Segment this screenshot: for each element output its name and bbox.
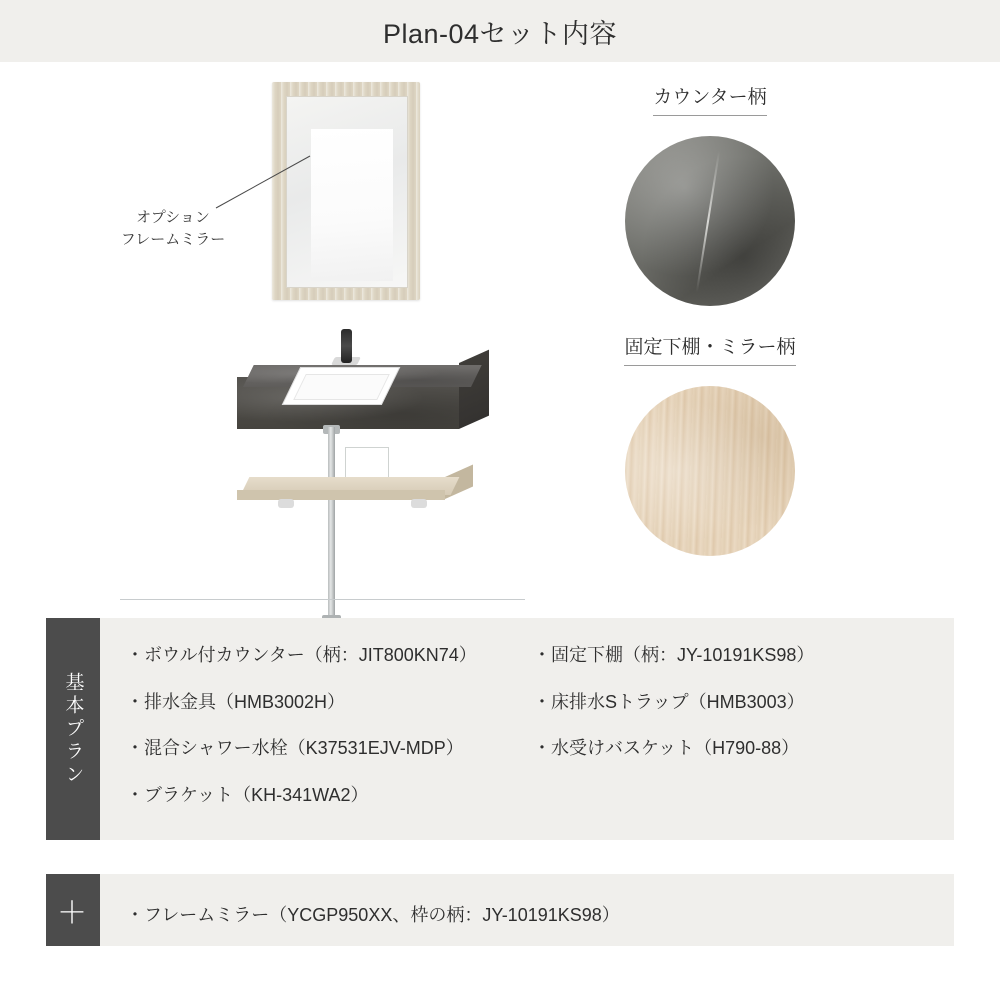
counter-pattern-swatch: [560, 82, 860, 306]
spec-body-option: [100, 874, 954, 946]
mirror-glass: [286, 96, 408, 288]
spec-item: ・床排水Sトラップ（HMB3003）: [533, 691, 805, 712]
drain-trap-pipe: [328, 427, 335, 627]
frame-mirror-illustration: [272, 82, 420, 300]
counter-side-panel: [459, 350, 489, 429]
spec-row-basic-plan: [46, 618, 954, 840]
bracket-right: [411, 499, 427, 508]
shelf-mirror-pattern-sample: [625, 386, 795, 556]
vanity-counter-illustration: [215, 327, 505, 577]
counter-pattern-sample: [625, 136, 795, 306]
shower-faucet: [341, 329, 352, 363]
spec-label-basic-plan: [46, 618, 100, 840]
spec-item: ・固定下棚（柄：JY-10191KS98）: [533, 645, 815, 665]
page-header: [0, 0, 1000, 62]
wash-bowl-inner: [293, 374, 390, 400]
spec-item: ・ブラケット（KH-341WA2）: [126, 784, 369, 805]
spec-item: ・フレームミラー（YCGP950XX、枠の柄：JY-10191KS98）: [126, 905, 620, 925]
spec-label-option: [46, 874, 100, 946]
wash-bowl: [282, 367, 401, 405]
spec-row-option: [46, 874, 954, 946]
mirror-callout-line-2: フレームミラー: [120, 230, 226, 248]
spec-item: ・ボウル付カウンター（柄：JIT800KN74）: [126, 645, 477, 665]
spec-item: ・水受けバスケット（H790-88）: [533, 738, 800, 758]
spec-item: ・混合シャワー水栓（K37531EJV-MDP）: [126, 738, 464, 758]
spec-body-basic-plan: [100, 618, 954, 840]
page-title: Plan-04セット内容: [382, 18, 618, 49]
bracket-left: [278, 499, 294, 508]
mirror-callout-label: [118, 207, 228, 251]
counter-pattern-title: カウンター柄: [653, 82, 766, 116]
spec-item: ・排水金具（HMB3002H）: [126, 691, 346, 712]
mirror-callout-line-1: オプション: [136, 209, 210, 226]
mirror-glass-sheen: [311, 129, 393, 281]
spec-label-basic-plan-text: 基本プラン: [62, 671, 84, 787]
illustration-area: [0, 62, 1000, 607]
shelf-mirror-pattern-title: 固定下棚・ミラー柄: [624, 332, 795, 366]
shelf-mirror-pattern-swatch: [560, 332, 860, 556]
spec-label-option-text: ＋: [57, 897, 89, 930]
floor-line: [120, 599, 525, 600]
